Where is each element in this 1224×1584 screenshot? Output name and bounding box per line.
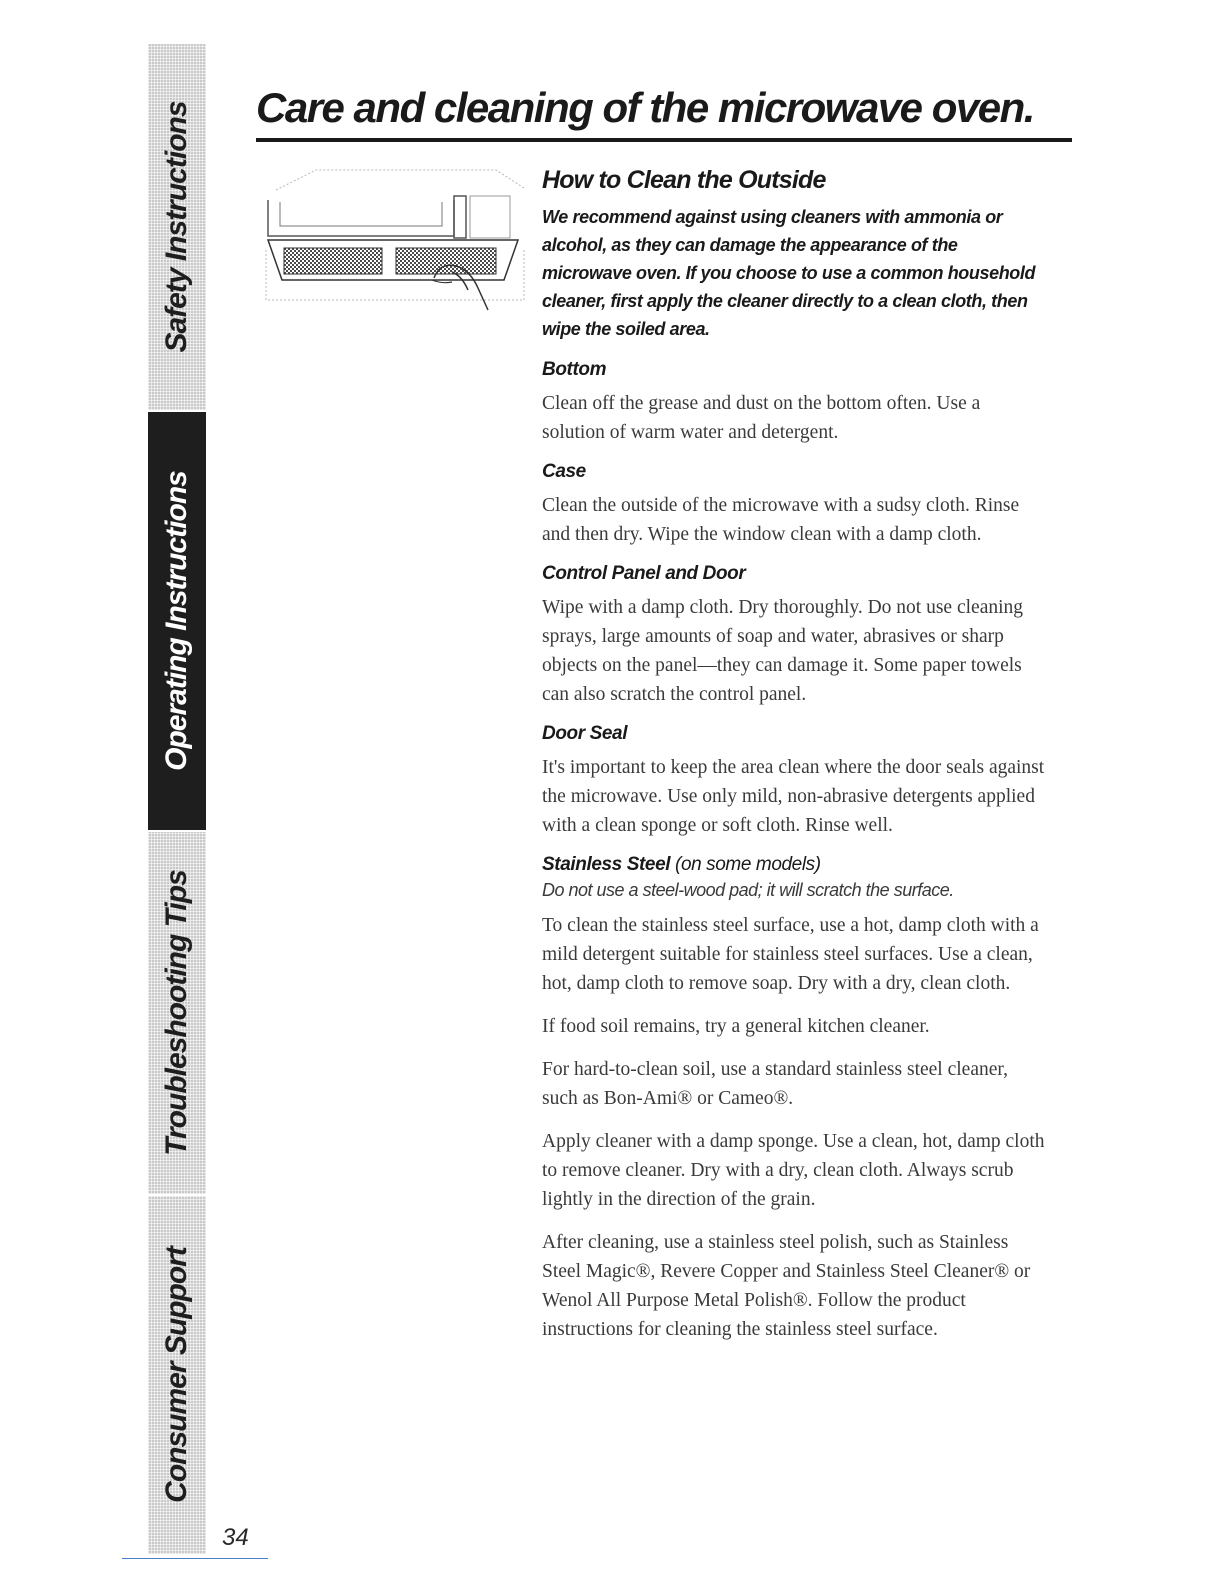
main-content [542, 166, 1047, 1358]
tab-safety-instructions[interactable] [148, 44, 206, 412]
stainless-heading-label: Stainless Steel [542, 854, 671, 875]
tab-label: Safety Instructions [160, 101, 193, 353]
stainless-text-2: If food soil remains, try a general kitchen cleaner. [542, 1016, 930, 1037]
tab-operating-instructions[interactable] [148, 412, 206, 832]
stainless-qualifier: (on some models) [675, 854, 821, 875]
case-text: Clean the outside of the microwave with a sudsy cloth. Rinse and then dry. Wipe the window clean with a damp cloth. [542, 495, 1020, 545]
bottom-text: Clean off the grease and dust on the bottom often. Use a solution of warm water and detergent. [542, 393, 981, 443]
stainless-text-5: After cleaning, use a stainless steel polish, such as Stainless Steel Magic®, Revere Copper and Stainless Steel Cleaner® or Wenol All Purpose Metal Polish®. Follow the product instructions for cleaning the stainless steel surface. [542, 1232, 1031, 1340]
tab-label: Troubleshooting Tips [160, 870, 193, 1156]
page-number: 34 [222, 1524, 249, 1551]
door-seal-heading: Door Seal [542, 723, 628, 744]
tab-label: Operating Instructions [160, 471, 193, 771]
stainless-heading [542, 854, 1047, 876]
tab-troubleshooting-tips[interactable] [148, 832, 206, 1196]
door-handle [454, 196, 466, 238]
door-outline [268, 200, 454, 236]
stainless-text-3: For hard-to-clean soil, use a standard stainless steel cleaner, such as Bon-Ami® or Cameo®. [542, 1059, 1008, 1109]
case-heading: Case [542, 461, 586, 482]
microwave-bottom-illustration [256, 160, 532, 320]
vent-right [396, 248, 496, 274]
title-rule [256, 138, 1072, 142]
footer-rule [122, 1558, 268, 1559]
intro-warning: We recommend against using cleaners with ammonia or alcohol, as they can damage the appearance of the microwave oven. If you choose to use a common household cleaner, first apply the cleaner directly to a clean cloth, then wipe the soiled area. [542, 207, 1036, 339]
side-tabs [148, 44, 206, 1554]
stainless-text-4: Apply cleaner with a damp sponge. Use a clean, hot, damp cloth to remove cleaner. Dry with a dry, clean cloth. Always scrub lightly in the direction of the grain. [542, 1131, 1045, 1210]
tab-consumer-support[interactable] [148, 1196, 206, 1554]
stainless-warning: Do not use a steel-wood pad; it will scratch the surface. [542, 880, 954, 900]
section-heading: How to Clean the Outside [542, 166, 826, 194]
control-panel-text: Wipe with a damp cloth. Dry thoroughly. Do not use cleaning sprays, large amounts of soap and water, abrasives or sharp objects on the panel—they can damage it. Some paper towels can also scratch the control panel. [542, 597, 1024, 705]
control-panel-heading: Control Panel and Door [542, 563, 746, 584]
bottom-heading: Bottom [542, 359, 607, 380]
tab-label: Consumer Support [160, 1247, 193, 1503]
vent-left [284, 248, 382, 274]
page-title: Care and cleaning of the microwave oven. [256, 84, 1034, 131]
stainless-text-1: To clean the stainless steel surface, use a hot, damp cloth with a mild detergent suitable for stainless steel surfaces. Use a clean, hot, damp cloth to remove soap. Dry with a dry, clean cloth. [542, 915, 1039, 994]
door-seal-text: It's important to keep the area clean where the door seals against the microwave. Use only mild, non-abrasive detergents applied with a clean sponge or soft cloth. Rinse well. [542, 757, 1045, 836]
